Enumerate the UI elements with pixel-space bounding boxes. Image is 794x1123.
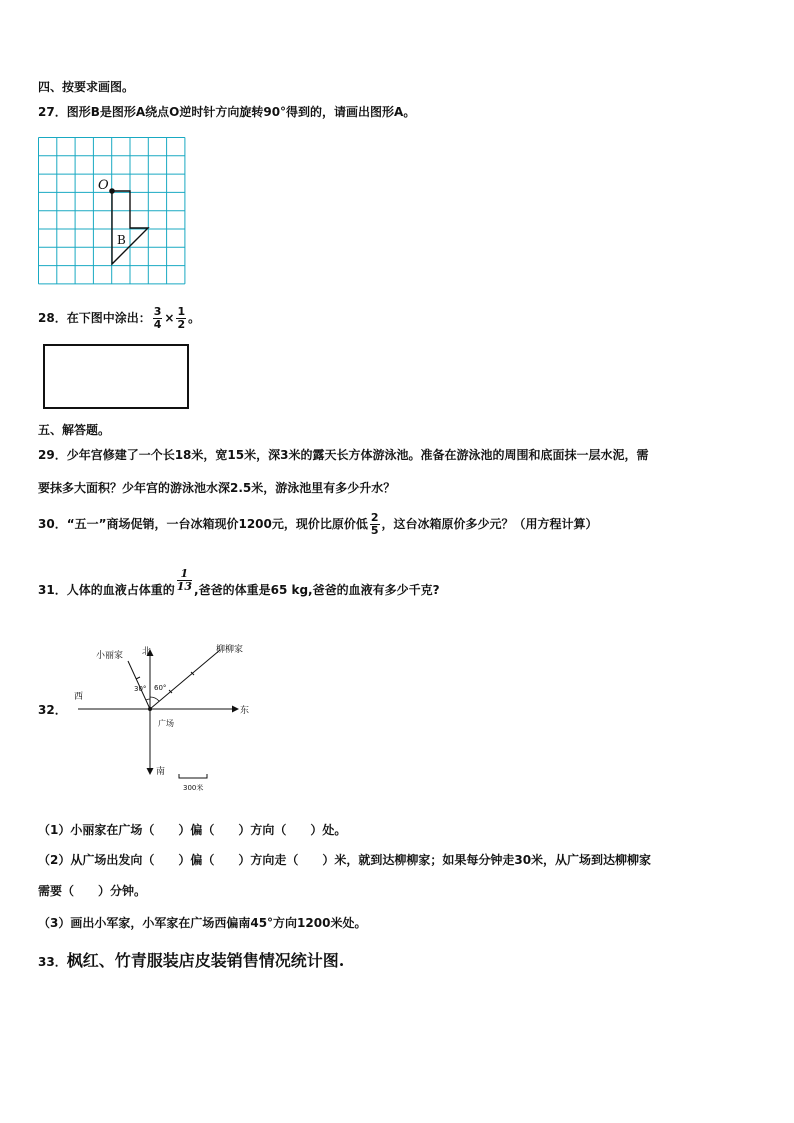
q30-frac-numerator: 2: [370, 511, 379, 524]
q30-text-before: “五一”商场促销，一台冰箱现价1200元，现价比原价低: [66, 517, 368, 531]
q33-heading: [38, 948, 344, 971]
scale-label: 300米: [183, 784, 204, 792]
q28-frac1-denominator: 4: [153, 318, 162, 331]
xiaoli-tick: [136, 677, 140, 679]
q28-fraction-1: [153, 306, 163, 331]
q28-prefix: 在下图中涂出：: [66, 311, 151, 325]
q32-number: 32．: [38, 703, 67, 717]
q33-title: 枫红、竹青服装店皮装销售情况统计图.: [66, 951, 345, 970]
q28-suffix: 。: [188, 311, 201, 325]
shape-b-label: B: [117, 233, 126, 247]
label-angle-30: 30°: [134, 685, 147, 693]
scale-bar: [179, 774, 207, 778]
q31-fraction: [177, 568, 192, 593]
angle-arc-60: [150, 697, 159, 701]
q31-frac-denominator: 13: [176, 580, 193, 593]
label-center: 广场: [158, 719, 174, 728]
section4-title: 四、按要求画图。: [38, 80, 135, 94]
q32-sub1: （1）小丽家在广场（ ）偏（ ）方向（ ）处。: [38, 823, 347, 837]
q32-sub2-line2: 需要（ ）分钟。: [38, 884, 147, 898]
q28-frac2-numerator: 1: [177, 305, 186, 318]
label-east: 东: [240, 706, 250, 716]
q28-frac2-denominator: 2: [177, 318, 186, 331]
label-liuliu: 柳柳家: [216, 645, 244, 655]
q28-fraction-2: [176, 306, 186, 331]
label-angle-60: 60°: [154, 684, 167, 692]
liuliu-ray: [150, 650, 220, 709]
q27-question: 图形B是图形A绕点O逆时针方向旋转90°得到的，请画出图形A。: [66, 105, 416, 119]
q31-text-after: ,爸爸的体重是65 kg,爸爸的血液有多少千克?: [194, 583, 440, 597]
q32-sub2-line1: （2）从广场出发向（ ）偏（ ）方向走（ ）米，就到达柳柳家；如果每分钟走30米，从广场到达柳柳家: [38, 853, 652, 867]
label-south: 南: [156, 767, 166, 777]
q30-text-after: ，这台冰箱原价多少元？（用方程计算）: [381, 517, 598, 531]
q29-number: 29．: [38, 448, 67, 462]
q28-times: ×: [164, 311, 175, 325]
q31-text-before: 人体的血液占体重的: [66, 583, 175, 597]
point-o: [109, 188, 115, 194]
q30-fraction: [370, 512, 380, 537]
section5-title: 五、解答题。: [38, 423, 111, 437]
q32-sub3: （3）画出小军家，小军家在广场西偏南45°方向1200米处。: [38, 916, 367, 930]
q29-line1: [38, 447, 648, 463]
q28-number: 28．: [38, 311, 67, 325]
q28-rectangle[interactable]: [43, 344, 189, 409]
center-point: [148, 707, 152, 711]
q28-text: [38, 306, 200, 331]
q28-frac1-numerator: 3: [153, 305, 162, 318]
q29-text-line2: 要抹多大面积？少年宫的游泳池水深2.5米，游泳池里有多少升水？: [38, 481, 396, 495]
q31-frac-numerator: 1: [177, 568, 192, 581]
label-west: 西: [74, 692, 84, 702]
label-xiaoli: 小丽家: [96, 651, 124, 661]
q30-number: 30．: [38, 517, 67, 531]
angle-arc-30: [146, 699, 150, 700]
q33-number: 33．: [38, 955, 67, 969]
q27-text: [38, 104, 415, 120]
q27-number: 27．: [38, 105, 67, 119]
q31-text: [38, 567, 440, 603]
q29-text-line1: 少年宫修建了一个长18米，宽15米，深3米的露天长方体游泳池。准备在游泳池的周围和底面抹一层水泥，需: [66, 448, 649, 462]
q31-number: 31．: [38, 583, 67, 597]
q30-text: [38, 512, 598, 537]
point-o-label: O: [98, 178, 109, 193]
q27-grid-figure: [38, 137, 186, 285]
q32-direction-map: [70, 636, 270, 796]
label-north: 北: [142, 647, 152, 657]
q30-frac-denominator: 5: [370, 524, 379, 537]
